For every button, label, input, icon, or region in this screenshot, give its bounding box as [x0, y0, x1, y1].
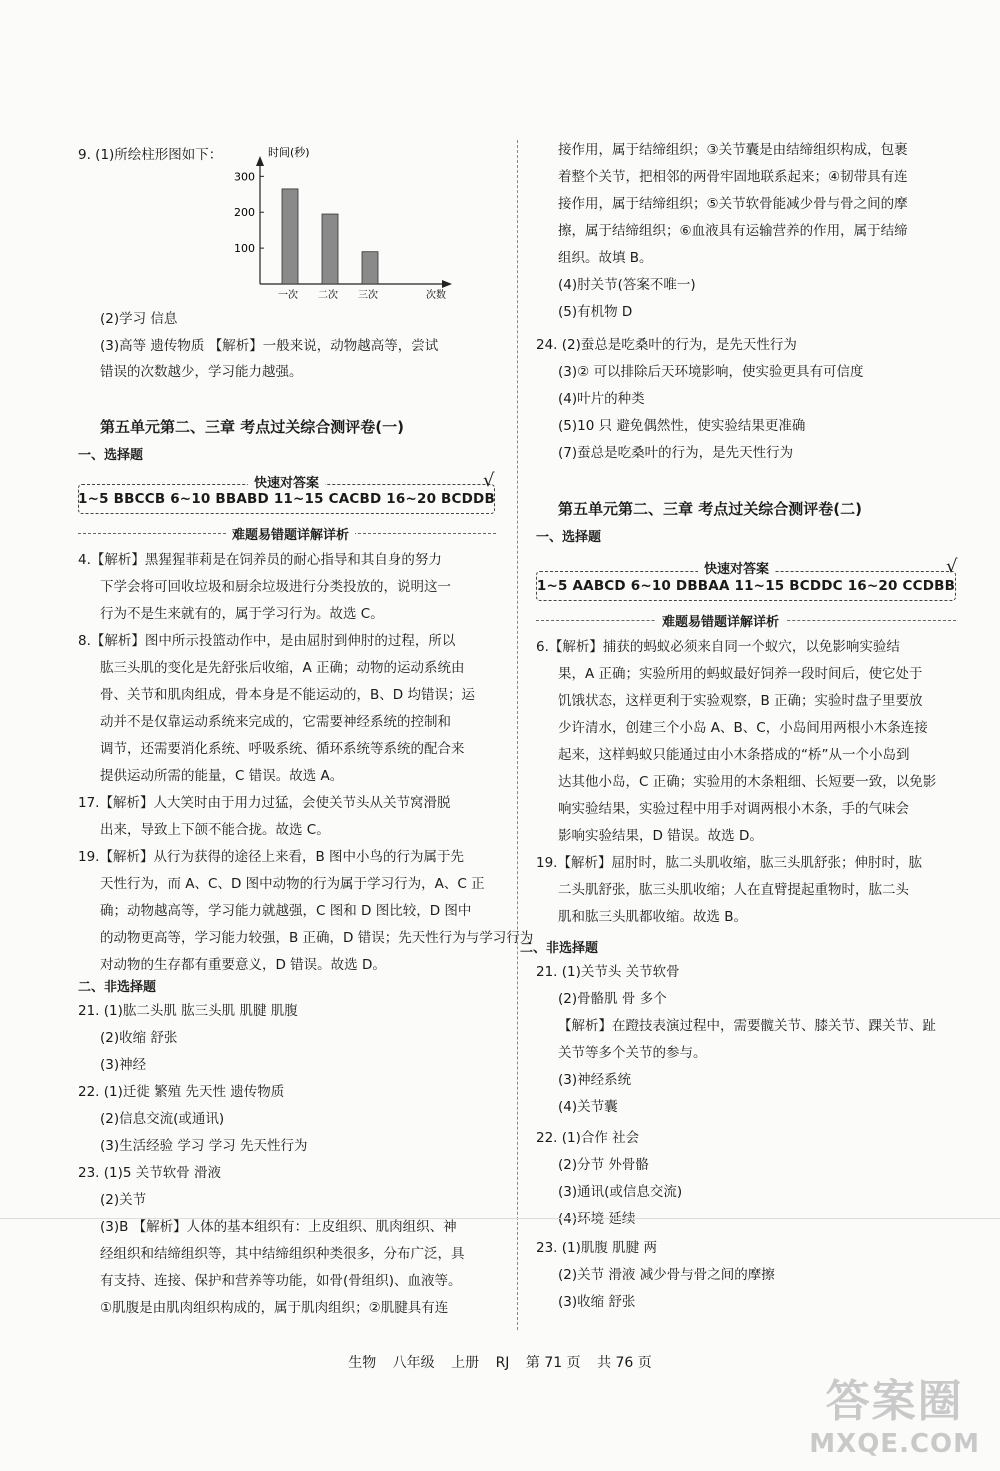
- left-q19-line: 天性行为，而 A、C、D 图中动物的行为属于学习行为，A、C 正: [100, 876, 485, 892]
- section2-title: 第五单元第二、三章 考点过关综合测评卷(二): [558, 500, 862, 518]
- y-tick-label: 200: [234, 206, 255, 220]
- footer-grade: 八年级: [392, 1355, 435, 1371]
- left-q4-line: 下学会将可回收垃圾和厨余垃圾进行分类投放的，说明这一: [100, 579, 451, 595]
- right-q6-line: 果，A 正确；实验所用的蚂蚁最好饲养一段时间后，使它处于: [558, 666, 923, 682]
- left-q23-line: 经组织和结缔组织等，其中结缔组织种类很多，分布广泛，具: [100, 1246, 465, 1262]
- right-q23-line: (3)收缩 舒张: [558, 1294, 636, 1310]
- right-cont-line: 着整个关节，把相邻的两骨牢固地联系起来；④韧带具有连: [558, 169, 908, 185]
- left-q21-line: 21. (1)肱二头肌 肱三头肌 肌腱 肌腹: [78, 1003, 298, 1019]
- check-icon: √: [483, 470, 495, 491]
- section2-banner: 难题易错题详解详析: [656, 611, 785, 630]
- bar-3: [362, 252, 378, 284]
- left-q4-line: 行为不是生来就有的，属于学习行为。故选 C。: [100, 606, 384, 622]
- right-cont-line: 组织。故填 B。: [558, 250, 653, 266]
- section1-banner: 难题易错题详解详析: [226, 524, 355, 543]
- left-q8-line: 动并不是仅靠运动系统来完成的，它需要神经系统的控制和: [100, 714, 451, 730]
- right-cont-line: (4)肘关节(答案不唯一): [558, 277, 696, 293]
- right-q19-line: 肌和肱三头肌都收缩。故选 B。: [558, 909, 748, 925]
- right-cont-line: 擦，属于结缔组织；⑥血液具有运输营养的作用，属于结缔: [558, 223, 908, 239]
- column-divider: [517, 140, 518, 1330]
- right-q24-line: 24. (2)蚕总是吃桑叶的行为，是先天性行为: [536, 337, 797, 353]
- right-q23-line: (2)关节 滑液 减少骨与骨之间的摩擦: [558, 1267, 775, 1283]
- watermark-big: 答案圈: [825, 1376, 964, 1427]
- right-q22-line: (3)通讯(或信息交流): [558, 1184, 683, 1200]
- left-q21-line: (2)收缩 舒张: [100, 1030, 178, 1046]
- left-q19-line: 的动物更高等，学习能力较强，B 正确，D 错误；先天性行为与学习行为: [100, 930, 534, 946]
- right-q22-line: (2)分节 外骨骼: [558, 1157, 649, 1173]
- watermark-small: MXQE.COM: [809, 1429, 980, 1459]
- footer-volume: 上册: [451, 1355, 480, 1371]
- y-tick-label: 300: [234, 170, 255, 184]
- right-q22-line: 22. (1)合作 社会: [536, 1130, 640, 1146]
- right-q24-line: (4)叶片的种类: [558, 391, 645, 407]
- y-axis-arrow: [256, 156, 264, 166]
- right-q24-line: (7)蚕总是吃桑叶的行为，是先天性行为: [558, 445, 794, 461]
- chart-xlabel: 次数: [426, 290, 446, 301]
- right-q19-line: 19.【解析】屈肘时，肱二头肌收缩，肱三头肌舒张；伸肘时，肱: [536, 855, 922, 871]
- right-q6-line: 影响实验结果，D 错误。故选 D。: [558, 828, 763, 844]
- section1-choice-head: 一、选择题: [78, 448, 144, 463]
- right-q24-line: (5)10 只 避免偶然性，使实验结果更准确: [558, 418, 806, 434]
- right-q21-line: 【解析】在蹬技表演过程中，需要髋关节、膝关节、踝关节、趾: [558, 1018, 936, 1034]
- right-q6-line: 6.【解析】捕获的蚂蚁必须来自同一个蚁穴，以免影响实验结: [536, 639, 900, 655]
- chart-ylabel: 时间(秒): [268, 146, 310, 159]
- section2-nonchoice-head: 二、非选择题: [520, 941, 599, 956]
- left-q19-line: 对动物的生存都有重要意义，D 错误。故选 D。: [100, 957, 386, 973]
- watermark-logo: [809, 1365, 980, 1459]
- right-q21-line: (2)骨骼肌 骨 多个: [558, 991, 667, 1007]
- left-q23-line: 23. (1)5 关节软骨 滑液: [78, 1165, 222, 1181]
- left-q8-line: 提供运动所需的能量，C 错误。故选 A。: [100, 768, 344, 784]
- left-q23-line: (3)B 【解析】人体的基本组织有：上皮组织、肌肉组织、神: [100, 1219, 457, 1235]
- left-q19-line: 19.【解析】从行为获得的途径上来看，B 图中小鸟的行为属于先: [78, 849, 465, 865]
- right-q21-line: 关节等多个关节的参与。: [558, 1045, 707, 1061]
- left-q22-line: (3)生活经验 学习 学习 先天性行为: [100, 1138, 308, 1154]
- section2-quick-answers: 1~5 AABCD 6~10 DBBAA 11~15 BCDDC 16~20 CCDBB: [536, 571, 956, 601]
- x-tick-label: 三次: [358, 290, 378, 301]
- right-q21-line: (3)神经系统: [558, 1072, 632, 1088]
- left-q23-line: (2)关节: [100, 1192, 147, 1208]
- bar-chart: [228, 142, 458, 302]
- right-q24-line: (3)② 可以排除后天环境影响，使实验更具有可信度: [558, 364, 864, 380]
- q9-p2: (2)学习 信息: [100, 311, 178, 327]
- x-tick-label: 二次: [318, 290, 338, 301]
- left-q22-line: (2)信息交流(或通讯): [100, 1111, 225, 1127]
- footer-total: 共 76 页: [597, 1355, 652, 1371]
- section1-quick-answers: 1~5 BBCCB 6~10 BBABD 11~15 CACBD 16~20 BCDDB: [78, 484, 495, 514]
- check-icon: √: [946, 556, 958, 577]
- right-q6-line: 饥饿状态，这样更利于实验观察，B 正确；实验时盘子里要放: [558, 693, 923, 709]
- left-q17-line: 17.【解析】人大笑时由于用力过猛，会使关节头从关节窝滑脱: [78, 795, 451, 811]
- right-cont-line: (5)有机物 D: [558, 304, 633, 320]
- bar-1: [282, 189, 298, 284]
- section2-choice-head: 一、选择题: [536, 530, 602, 545]
- section1-quick-label: 快速对答案: [248, 472, 325, 491]
- right-q6-line: 起来，这样蚂蚁只能通过由小木条搭成的“桥”从一个小岛到: [558, 747, 910, 763]
- section1-title: 第五单元第二、三章 考点过关综合测评卷(一): [100, 418, 404, 436]
- left-q21-line: (3)神经: [100, 1057, 147, 1073]
- right-q6-line: 达其他小岛，C 正确；实验用的木条粗细、长短要一致，以免影: [558, 774, 937, 790]
- right-q6-line: 响实验结果，实验过程中用手对调两根小木条，手的气味会: [558, 801, 909, 817]
- x-axis-arrow: [442, 280, 452, 288]
- left-q8-line: 肱三头肌的变化是先舒张后收缩，A 正确；动物的运动系统由: [100, 660, 465, 676]
- right-q21-line: (4)关节囊: [558, 1099, 618, 1115]
- right-q19-line: 二头肌舒张，肱三头肌收缩；人在直臂提起重物时，肱二头: [558, 882, 909, 898]
- q9-p3b: 错误的次数越少，学习能力越强。: [100, 364, 303, 380]
- q9-intro: 9. (1)所绘柱形图如下：: [78, 147, 223, 163]
- left-q23-line: 有支持、连接、保护和营养等功能，如骨(骨组织)、血液等。: [100, 1273, 462, 1289]
- right-q21-line: 21. (1)关节头 关节软骨: [536, 964, 680, 980]
- left-q19-line: 确；动物越高等，学习能力就越强，C 图和 D 图比较，D 图中: [100, 903, 472, 919]
- bar-2: [322, 214, 338, 284]
- section2-quick-label: 快速对答案: [698, 558, 775, 577]
- right-q6-line: 少许清水，创建三个小岛 A、B、C，小岛间用两根小木条连接: [558, 720, 928, 736]
- right-q23-line: 23. (1)肌腹 肌腱 两: [536, 1240, 657, 1256]
- right-q22-line: (4)环境 延续: [558, 1211, 636, 1227]
- left-q23-line: ①肌腹是由肌肉组织构成的，属于肌肉组织；②肌腱具有连: [100, 1300, 449, 1316]
- section1-nonchoice-head: 二、非选择题: [78, 980, 157, 995]
- scan-line: [0, 1218, 1000, 1219]
- left-q17-line: 出来，导致上下颌不能合拢。故选 C。: [100, 822, 330, 838]
- q9-p3a: (3)高等 遗传物质 【解析】一般来说，动物越高等，尝试: [100, 338, 439, 354]
- footer-page: 第 71 页: [525, 1355, 581, 1371]
- right-cont-line: 接作用，属于结缔组织；③关节囊是由结缔组织构成，包裹: [558, 142, 908, 158]
- left-q8-line: 调节，还需要消化系统、呼吸系统、循环系统等系统的配合来: [100, 741, 465, 757]
- x-tick-label: 一次: [278, 290, 298, 301]
- footer-edition: RJ: [495, 1355, 510, 1371]
- left-q22-line: 22. (1)迁徙 繁殖 先天性 遗传物质: [78, 1084, 285, 1100]
- y-tick-label: 100: [234, 242, 255, 256]
- left-q8-line: 8.【解析】图中所示投篮动作中，是由屈肘到伸肘的过程，所以: [78, 633, 456, 649]
- left-q8-line: 骨、关节和肌肉组成，骨本身是不能运动的，B、D 均错误；运: [100, 687, 475, 703]
- left-q4-line: 4.【解析】黑猩猩菲莉是在饲养员的耐心指导和其自身的努力: [78, 552, 442, 568]
- right-cont-line: 接作用，属于结缔组织；⑤关节软骨能减少骨与骨之间的摩: [558, 196, 908, 212]
- footer-subject: 生物: [348, 1355, 377, 1371]
